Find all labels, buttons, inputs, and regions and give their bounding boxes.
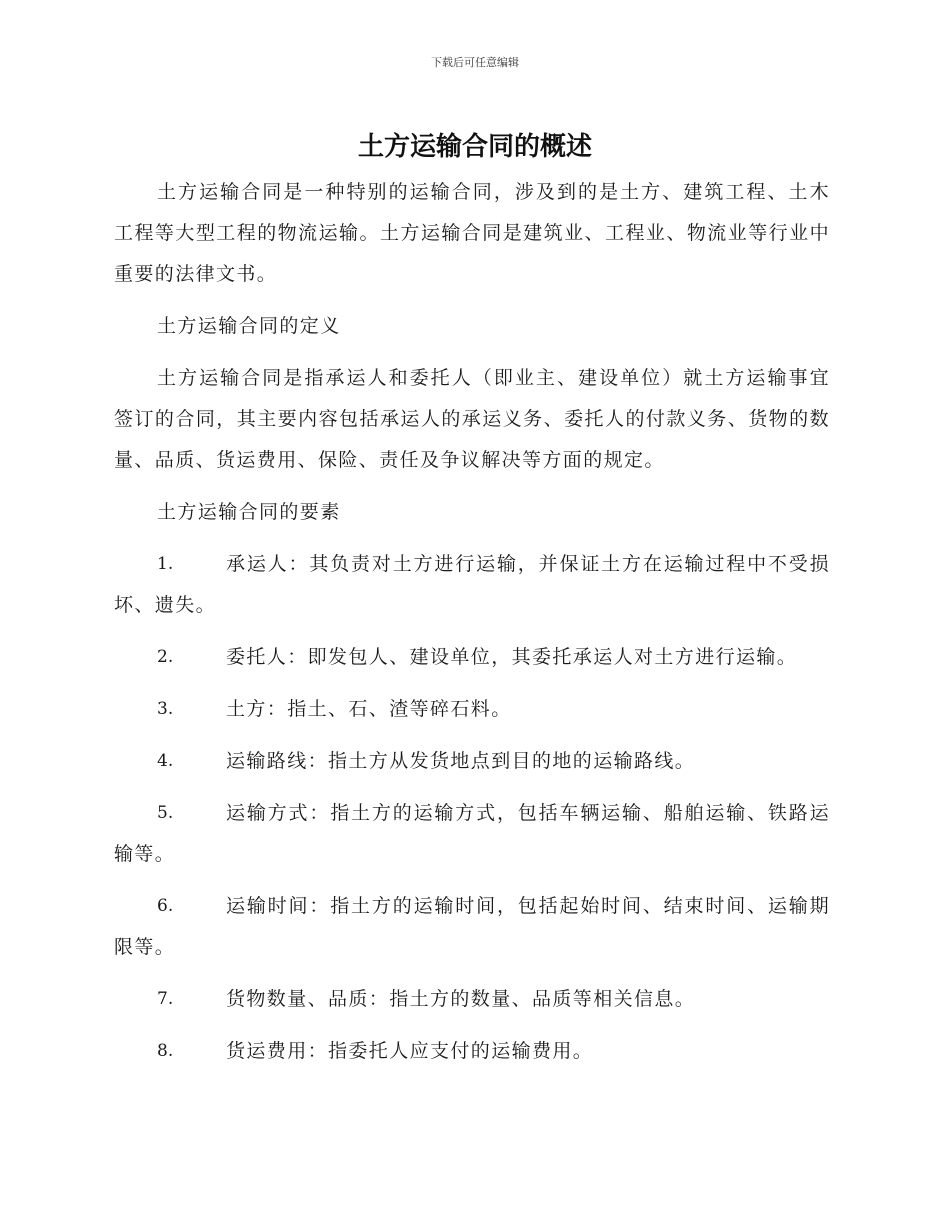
list-item-number: 3. bbox=[157, 699, 174, 719]
intro-paragraph: 土方运输合同是一种特别的运输合同，涉及到的是土方、建筑工程、土木工程等大型工程的物流运输。土方运输合同是建筑业、工程业、物流业等行业中重要的法律文书。 bbox=[114, 181, 830, 285]
list-item bbox=[114, 637, 830, 678]
list-item-text: 承运人：其负责对土方进行运输，并保证土方在运输过程中不受损坏、遗失。 bbox=[114, 553, 830, 616]
list-item-number: 7. bbox=[157, 989, 174, 1009]
list-item bbox=[114, 741, 830, 782]
list-item-number: 2. bbox=[157, 647, 174, 667]
definition-paragraph: 土方运输合同是指承运人和委托人（即业主、建设单位）就土方运输事宜签订的合同，其主要内容包括承运人的承运义务、委托人的付款义务、货物的数量、品质、货运费用、保险、责任及争议解决等方面的规定。 bbox=[114, 367, 830, 471]
elements-heading: 土方运输合同的要素 bbox=[157, 501, 341, 523]
list-item-number: 6. bbox=[157, 896, 174, 916]
header-note: 下载后可任意编辑 bbox=[431, 56, 519, 69]
list-item-text: 运输时间：指土方的运输时间，包括起始时间、结束时间、运输期限等。 bbox=[114, 895, 830, 958]
definition-heading: 土方运输合同的定义 bbox=[157, 315, 341, 337]
list-item-text: 货运费用：指委托人应支付的运输费用。 bbox=[226, 1040, 594, 1062]
list-item-number: 1. bbox=[157, 554, 174, 574]
list-item-text: 货物数量、品质：指土方的数量、品质等相关信息。 bbox=[226, 988, 696, 1010]
list-item bbox=[114, 1031, 830, 1072]
list-item-text: 土方：指土、石、渣等碎石料。 bbox=[226, 698, 512, 720]
list-item-number: 4. bbox=[157, 751, 174, 771]
list-item bbox=[114, 886, 830, 968]
list-item-text: 运输路线：指土方从发货地点到目的地的运输路线。 bbox=[226, 750, 696, 772]
document-body bbox=[114, 172, 830, 1072]
list-item-text: 委托人：即发包人、建设单位，其委托承运人对土方进行运输。 bbox=[226, 646, 798, 668]
list-item bbox=[114, 689, 830, 730]
list-item bbox=[114, 544, 830, 626]
list-item bbox=[114, 793, 830, 875]
list-item-number: 5. bbox=[157, 803, 174, 823]
list-item-number: 8. bbox=[157, 1041, 174, 1061]
page-title: 土方运输合同的概述 bbox=[357, 132, 592, 162]
list-item bbox=[114, 979, 830, 1020]
list-item-text: 运输方式：指土方的运输方式，包括车辆运输、船舶运输、铁路运输等。 bbox=[114, 802, 830, 865]
